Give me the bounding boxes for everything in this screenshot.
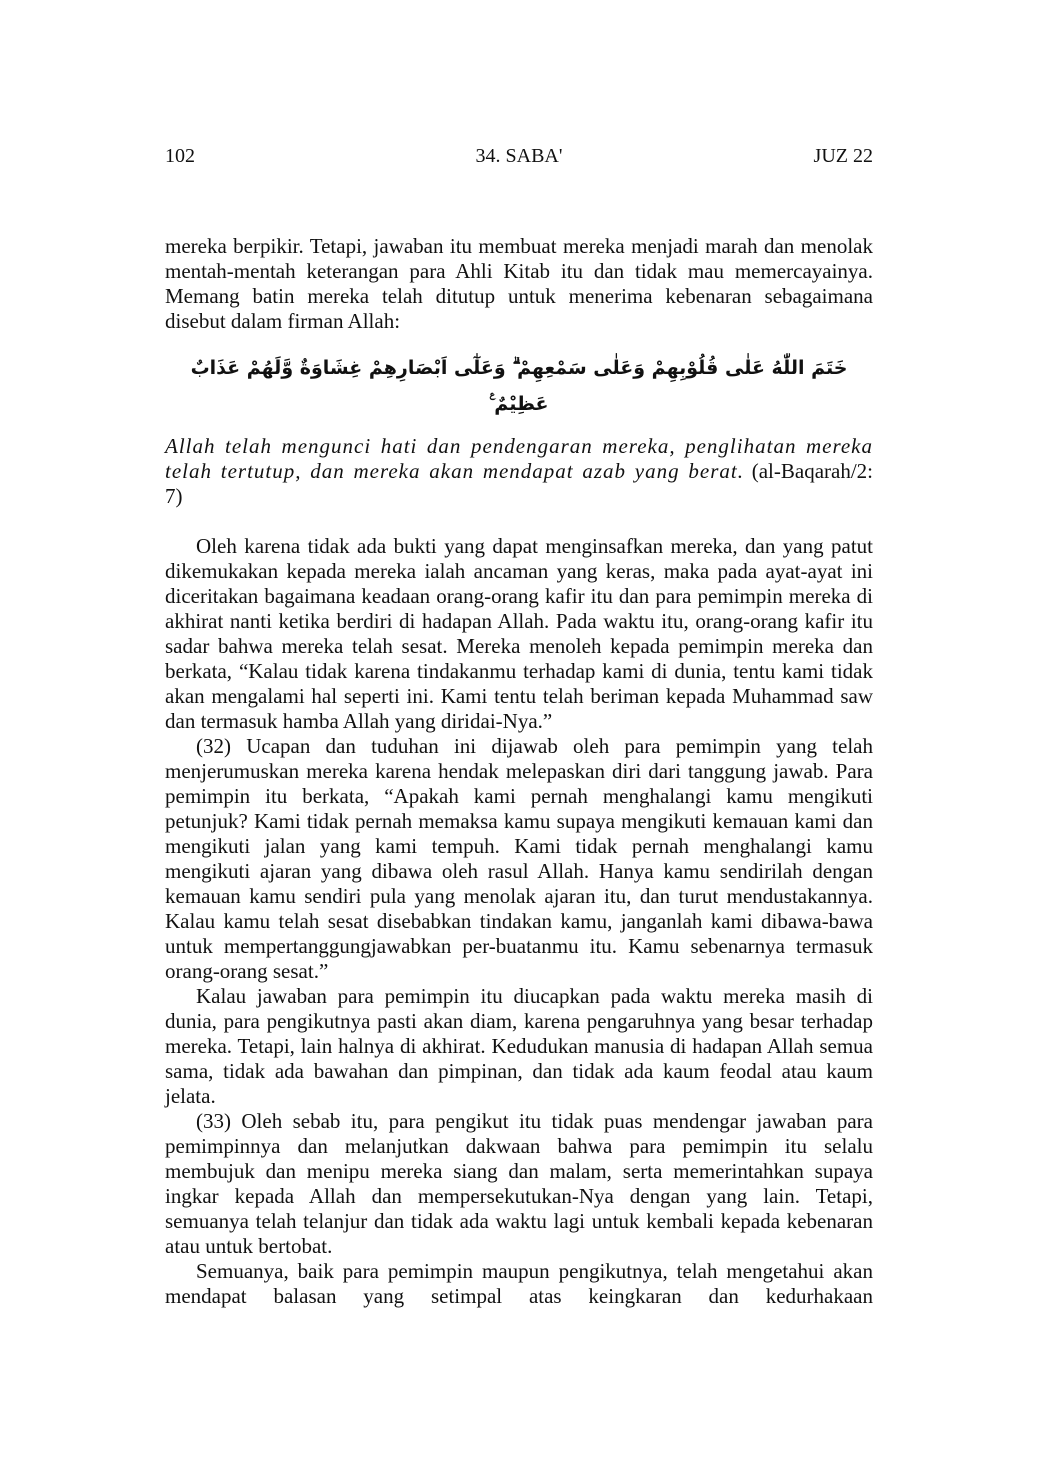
juz-label: JUZ 22: [813, 145, 873, 167]
page-header: [165, 145, 873, 171]
verse-citation: (al-Baqarah/2: 7): [165, 459, 873, 508]
page-number: 102: [165, 145, 195, 167]
paragraph: Semuanya, baik para pemimpin maupun pengikutnya, telah mengetahui akan mendapat balasan yang setimpal atas keingkaran dan kedurhakaan: [165, 1259, 873, 1308]
paragraph-gap: [165, 509, 873, 534]
chapter-title: 34. SABA': [475, 145, 563, 167]
paragraph: (32) Ucapan dan tuduhan ini dijawab oleh para pemimpin yang telah menjerumuskan mereka karena hendak melepaskan diri dari tanggung jawab. Para pemimpin itu berkata, “Apakah kami pernah menghalangi kamu mengikuti petunjuk? Kami tidak pernah memaksa kamu supaya mengikuti kemauan kami dan mengikuti jalan yang kami tempuh. Kami tidak pernah menghalangi kamu mengikuti ajaran yang dibawa oleh rasul Allah. Hanya kamu sendirilah dengan kemauan kamu sendiri pula yang menolak ajaran itu, dan turut mendustakannya. Kalau kamu telah sesat disebabkan tindakan kamu, janganlah kami dibawa-bawa untuk mempertanggungjawabkan per-buatanmu itu. Kamu sebenarnya termasuk orang-orang sesat.”: [165, 734, 873, 983]
paragraph: (33) Oleh sebab itu, para pengikut itu tidak puas mendengar jawaban para pemimpinnya dan melanjutkan dakwaan bahwa para pemimpin itu selalu membujuk dan menipu mereka siang dan malam, serta memerintahkan supaya ingkar kepada Allah dan mempersekutukan-Nya dengan yang lain. Tetapi, semuanya telah telanjur dan tidak ada waktu lagi untuk kembali kepada kebenaran atau untuk bertobat.: [165, 1109, 873, 1258]
arabic-verse: خَتَمَ اللّٰهُ عَلٰى قُلُوْبِهِمْ وَعَلٰى سَمْعِهِمْ ۗ وَعَلٰٓى اَبْصَارِهِمْ غِشَاوَةٌ وَّلَهُمْ عَذَابٌ عَظِيْمٌ ࣖ: [190, 357, 848, 415]
translation-text: Allah telah mengunci hati dan pendengaran mereka, penglihatan mereka telah tertutup, dan mereka akan mendapat azab yang berat.: [165, 434, 873, 483]
verse-translation: [165, 434, 873, 509]
paragraph: Oleh karena tidak ada bukti yang dapat menginsafkan mereka, dan yang patut dikemukakan kepada mereka ialah ancaman yang keras, maka pada ayat-ayat ini diceritakan bagaimana keadaan orang-orang kafir itu dan para pemimpin mereka di akhirat nanti ketika berdiri di hadapan Allah. Pada waktu itu, orang-orang kafir itu sadar bahwa mereka telah sesat. Mereka menoleh kepada pemimpin mereka dan berkata, “Kalau tidak karena tindakanmu terhadap kami di dunia, tentu kami tidak akan mengalami hal seperti ini. Kami tentu telah beriman kepada Muhammad saw dan termasuk hamba Allah yang diridai-Nya.”: [165, 534, 873, 733]
paragraph: Kalau jawaban para pemimpin itu diucapkan pada waktu mereka masih di dunia, para pengikutnya pasti akan diam, karena pengaruhnya yang besar terhadap mereka. Tetapi, lain halnya di akhirat. Kedudukan manusia di hadapan Allah semua sama, tidak ada bawahan dan pimpinan, dan tidak ada kaum feodal atau kaum jelata.: [165, 984, 873, 1108]
paragraph: mereka berpikir. Tetapi, jawaban itu membuat mereka menjadi marah dan menolak mentah-mentah keterangan para Ahli Kitab itu dan tidak mau memercayainya. Memang batin mereka telah ditutup untuk menerima kebenaran sebagaimana disebut dalam firman Allah:: [165, 234, 873, 333]
page-body: [165, 234, 873, 1309]
